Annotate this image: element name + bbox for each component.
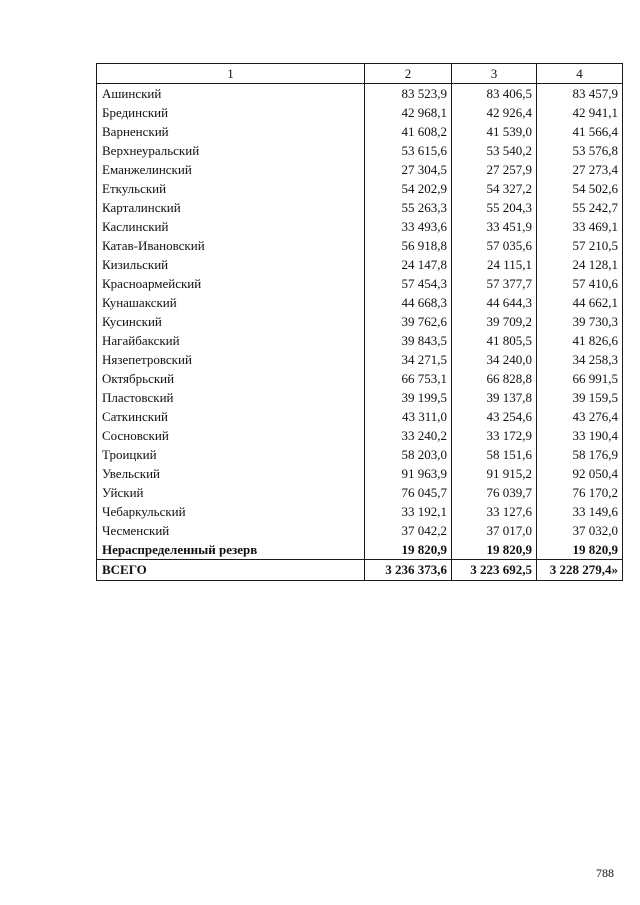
district-name-cell: Варненский	[97, 122, 365, 141]
district-name-cell: Чесменский	[97, 521, 365, 540]
table-row	[97, 122, 623, 141]
table-body	[97, 84, 623, 581]
value-cell-col3: 57 377,7	[452, 274, 537, 293]
value-cell-col2: 37 042,2	[365, 521, 452, 540]
column-header-2: 2	[365, 64, 452, 84]
table-row	[97, 103, 623, 122]
value-cell-col3: 66 828,8	[452, 369, 537, 388]
total-row	[97, 560, 623, 581]
table-row	[97, 483, 623, 502]
table-row	[97, 84, 623, 104]
budget-table	[96, 63, 623, 581]
value-cell-col4: 92 050,4	[537, 464, 623, 483]
value-cell-col3: 42 926,4	[452, 103, 537, 122]
value-cell-col2: 57 454,3	[365, 274, 452, 293]
column-header-4: 4	[537, 64, 623, 84]
value-cell-col2: 39 199,5	[365, 388, 452, 407]
value-cell-col2: 27 304,5	[365, 160, 452, 179]
district-name-cell: Октябрьский	[97, 369, 365, 388]
table-row	[97, 521, 623, 540]
value-cell-col3: 43 254,6	[452, 407, 537, 426]
table-header-row	[97, 64, 623, 84]
value-cell-col4: 34 258,3	[537, 350, 623, 369]
value-cell-col2: 91 963,9	[365, 464, 452, 483]
district-name-cell: ВСЕГО	[97, 560, 365, 581]
page-number: 788	[596, 866, 614, 880]
table-row	[97, 502, 623, 521]
value-cell-col4: 24 128,1	[537, 255, 623, 274]
value-cell-col2: 43 311,0	[365, 407, 452, 426]
table-row	[97, 426, 623, 445]
value-cell-col2: 44 668,3	[365, 293, 452, 312]
value-cell-col2: 56 918,8	[365, 236, 452, 255]
value-cell-col4: 27 273,4	[537, 160, 623, 179]
value-cell-col4: 33 469,1	[537, 217, 623, 236]
table-row	[97, 255, 623, 274]
value-cell-col2: 33 493,6	[365, 217, 452, 236]
table-row	[97, 445, 623, 464]
value-cell-col2: 39 762,6	[365, 312, 452, 331]
district-name-cell: Нязепетровский	[97, 350, 365, 369]
district-name-cell: Нераспределенный резерв	[97, 540, 365, 560]
value-cell-col4: 76 170,2	[537, 483, 623, 502]
value-cell-col4: 19 820,9	[537, 540, 623, 560]
value-cell-col3: 3 223 692,5	[452, 560, 537, 581]
district-name-cell: Еткульский	[97, 179, 365, 198]
table-row	[97, 274, 623, 293]
value-cell-col4: 3 228 279,4»	[537, 560, 623, 581]
district-name-cell: Уйский	[97, 483, 365, 502]
district-name-cell: Кизильский	[97, 255, 365, 274]
value-cell-col3: 34 240,0	[452, 350, 537, 369]
value-cell-col4: 39 159,5	[537, 388, 623, 407]
value-cell-col3: 41 805,5	[452, 331, 537, 350]
value-cell-col4: 42 941,1	[537, 103, 623, 122]
table-row	[97, 369, 623, 388]
value-cell-col4: 43 276,4	[537, 407, 623, 426]
value-cell-col4: 66 991,5	[537, 369, 623, 388]
value-cell-col2: 39 843,5	[365, 331, 452, 350]
value-cell-col3: 19 820,9	[452, 540, 537, 560]
table-row	[97, 407, 623, 426]
value-cell-col4: 54 502,6	[537, 179, 623, 198]
value-cell-col2: 33 192,1	[365, 502, 452, 521]
value-cell-col3: 83 406,5	[452, 84, 537, 104]
district-name-cell: Троицкий	[97, 445, 365, 464]
value-cell-col3: 39 137,8	[452, 388, 537, 407]
value-cell-col2: 76 045,7	[365, 483, 452, 502]
value-cell-col4: 57 410,6	[537, 274, 623, 293]
value-cell-col4: 33 149,6	[537, 502, 623, 521]
value-cell-col3: 91 915,2	[452, 464, 537, 483]
district-name-cell: Красноармейский	[97, 274, 365, 293]
district-name-cell: Саткинский	[97, 407, 365, 426]
value-cell-col2: 19 820,9	[365, 540, 452, 560]
district-name-cell: Нагайбакский	[97, 331, 365, 350]
value-cell-col3: 54 327,2	[452, 179, 537, 198]
value-cell-col3: 24 115,1	[452, 255, 537, 274]
table-row	[97, 464, 623, 483]
value-cell-col3: 57 035,6	[452, 236, 537, 255]
district-name-cell: Верхнеуральский	[97, 141, 365, 160]
value-cell-col2: 66 753,1	[365, 369, 452, 388]
column-header-1: 1	[97, 64, 365, 84]
value-cell-col4: 44 662,1	[537, 293, 623, 312]
table-row	[97, 179, 623, 198]
value-cell-col3: 53 540,2	[452, 141, 537, 160]
value-cell-col4: 41 826,6	[537, 331, 623, 350]
value-cell-col3: 58 151,6	[452, 445, 537, 464]
value-cell-col2: 33 240,2	[365, 426, 452, 445]
district-name-cell: Кунашакский	[97, 293, 365, 312]
value-cell-col2: 54 202,9	[365, 179, 452, 198]
district-name-cell: Еманжелинский	[97, 160, 365, 179]
value-cell-col3: 27 257,9	[452, 160, 537, 179]
value-cell-col3: 37 017,0	[452, 521, 537, 540]
value-cell-col3: 44 644,3	[452, 293, 537, 312]
value-cell-col3: 55 204,3	[452, 198, 537, 217]
table-row	[97, 236, 623, 255]
value-cell-col4: 39 730,3	[537, 312, 623, 331]
table-row	[97, 331, 623, 350]
district-name-cell: Кусинский	[97, 312, 365, 331]
column-header-3: 3	[452, 64, 537, 84]
district-name-cell: Карталинский	[97, 198, 365, 217]
district-name-cell: Увельский	[97, 464, 365, 483]
value-cell-col2: 24 147,8	[365, 255, 452, 274]
value-cell-col3: 33 451,9	[452, 217, 537, 236]
value-cell-col4: 33 190,4	[537, 426, 623, 445]
value-cell-col3: 76 039,7	[452, 483, 537, 502]
reserve-row	[97, 540, 623, 560]
value-cell-col4: 83 457,9	[537, 84, 623, 104]
district-name-cell: Чебаркульский	[97, 502, 365, 521]
value-cell-col3: 39 709,2	[452, 312, 537, 331]
value-cell-col4: 37 032,0	[537, 521, 623, 540]
value-cell-col4: 53 576,8	[537, 141, 623, 160]
value-cell-col3: 33 172,9	[452, 426, 537, 445]
table-row	[97, 160, 623, 179]
table-row	[97, 312, 623, 331]
value-cell-col2: 83 523,9	[365, 84, 452, 104]
district-name-cell: Сосновский	[97, 426, 365, 445]
value-cell-col2: 53 615,6	[365, 141, 452, 160]
value-cell-col3: 41 539,0	[452, 122, 537, 141]
district-name-cell: Катав-Ивановский	[97, 236, 365, 255]
value-cell-col2: 58 203,0	[365, 445, 452, 464]
value-cell-col4: 55 242,7	[537, 198, 623, 217]
value-cell-col4: 58 176,9	[537, 445, 623, 464]
value-cell-col3: 33 127,6	[452, 502, 537, 521]
table-row	[97, 388, 623, 407]
district-name-cell: Ашинский	[97, 84, 365, 104]
value-cell-col2: 3 236 373,6	[365, 560, 452, 581]
district-name-cell: Пластовский	[97, 388, 365, 407]
district-name-cell: Брединский	[97, 103, 365, 122]
value-cell-col4: 57 210,5	[537, 236, 623, 255]
value-cell-col2: 34 271,5	[365, 350, 452, 369]
district-name-cell: Каслинский	[97, 217, 365, 236]
value-cell-col2: 55 263,3	[365, 198, 452, 217]
table-row	[97, 217, 623, 236]
value-cell-col2: 41 608,2	[365, 122, 452, 141]
table-row	[97, 141, 623, 160]
table-row	[97, 198, 623, 217]
table-row	[97, 293, 623, 312]
value-cell-col2: 42 968,1	[365, 103, 452, 122]
value-cell-col4: 41 566,4	[537, 122, 623, 141]
table-row	[97, 350, 623, 369]
